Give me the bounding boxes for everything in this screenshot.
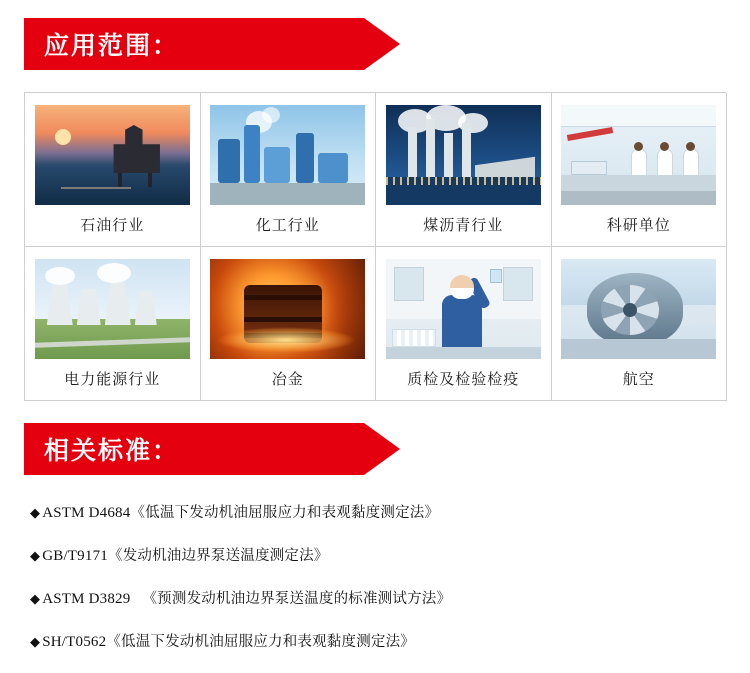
standard-code: ASTM D3829 (42, 591, 131, 607)
banner-arrow-tip (364, 18, 400, 70)
diamond-bullet-icon: ◆ (30, 591, 41, 606)
grid-row (25, 247, 726, 401)
applications-banner (24, 18, 454, 70)
jet-engine-photo (561, 259, 716, 359)
chemical-plant-photo (210, 105, 365, 205)
quality-inspection-photo (386, 259, 541, 359)
grid-cell-caption: 质检及检验检疫 (407, 371, 520, 388)
standards-list (30, 501, 750, 651)
standard-code: GB/T9171 (42, 548, 108, 564)
standard-code: SH/T0562 (42, 634, 107, 650)
grid-cell-oil[interactable] (25, 93, 201, 247)
grid-cell-caption: 科研单位 (606, 217, 671, 234)
standard-item (30, 587, 750, 608)
standard-item (30, 630, 750, 651)
grid-cell-coal-asphalt[interactable] (376, 93, 552, 247)
standard-code: ASTM D4684 (42, 505, 131, 521)
standards-banner-label: 相关标准： (44, 437, 180, 465)
grid-cell-caption: 煤沥青行业 (423, 217, 504, 234)
diamond-bullet-icon: ◆ (30, 505, 41, 520)
grid-cell-caption: 冶金 (271, 371, 304, 388)
grid-cell-caption: 石油行业 (80, 217, 145, 234)
offshore-oil-rig-photo (35, 105, 190, 205)
metallurgy-furnace-photo (210, 259, 365, 359)
grid-cell-caption: 航空 (622, 371, 655, 388)
grid-row (25, 93, 726, 247)
cooling-towers-photo (35, 259, 190, 359)
standard-name: 《低温下发动机油屈服应力和表观黏度测定法》 (106, 634, 416, 650)
standard-item (30, 544, 750, 565)
grid-cell-research[interactable] (552, 93, 728, 247)
standard-name: 《发动机油边界泵送温度测定法》 (107, 548, 329, 564)
standard-name: 《低温下发动机油屈服应力和表观黏度测定法》 (130, 505, 440, 521)
applications-banner-label: 应用范围： (44, 32, 180, 60)
banner-arrow-tip (364, 423, 400, 475)
grid-cell-aviation[interactable] (552, 247, 728, 401)
diamond-bullet-icon: ◆ (30, 634, 41, 649)
diamond-bullet-icon: ◆ (30, 548, 41, 563)
standard-item (30, 501, 750, 522)
application-grid (24, 92, 726, 401)
coal-power-plant-photo (386, 105, 541, 205)
grid-cell-caption: 化工行业 (255, 217, 320, 234)
research-laboratory-photo (561, 105, 716, 205)
grid-cell-quality-inspection[interactable] (376, 247, 552, 401)
standards-banner (24, 423, 454, 475)
standard-name: 《预测发动机油边界泵送温度的标准测试方法》 (142, 591, 452, 607)
grid-cell-caption: 电力能源行业 (64, 371, 161, 388)
grid-cell-chemical[interactable] (201, 93, 377, 247)
grid-cell-power-energy[interactable] (25, 247, 201, 401)
grid-cell-metallurgy[interactable] (201, 247, 377, 401)
